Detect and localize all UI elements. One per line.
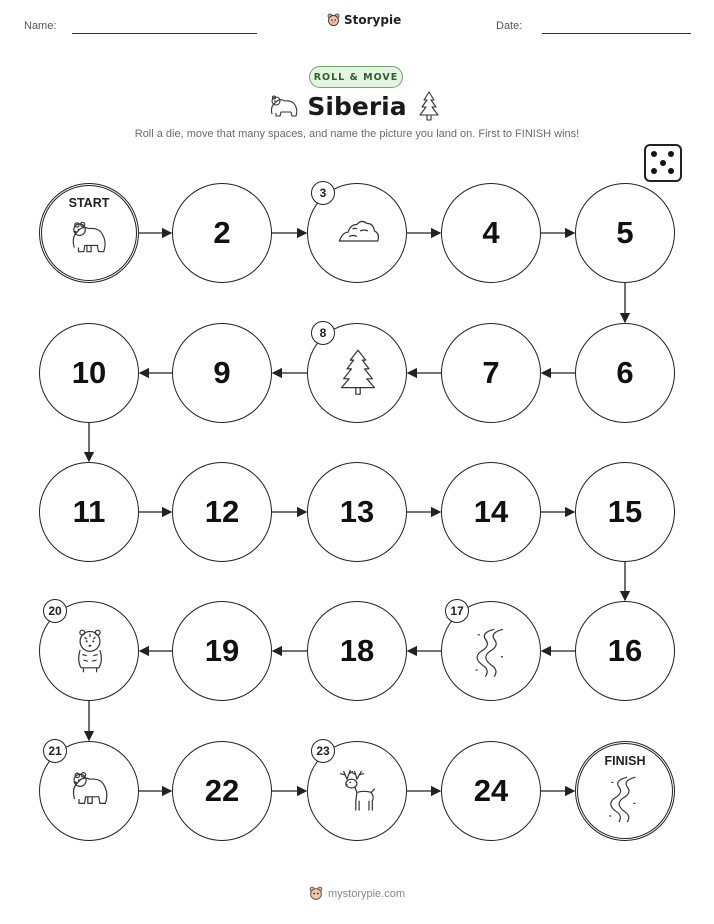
footer [0,886,714,901]
board-space-20[interactable] [39,601,139,701]
name-label: Name: [24,20,57,32]
space-number-badge: 8 [311,321,335,345]
tiger-icon [68,626,112,677]
space-number: 19 [204,633,240,668]
board-space-24[interactable] [441,741,541,841]
roll-and-move-badge: ROLL & MOVE [309,66,403,88]
board-space-15[interactable] [575,462,675,562]
space-number: 2 [213,215,231,250]
snow-pile-icon [336,208,380,259]
space-number-badge: 20 [43,599,67,623]
board-space-2[interactable] [172,183,272,283]
space-number: 5 [616,215,634,250]
board-space-4[interactable] [441,183,541,283]
date-label: Date: [496,20,523,32]
board-space-8[interactable] [307,323,407,423]
river-icon [470,626,514,677]
board-space-19[interactable] [172,601,272,701]
start-space[interactable] [39,183,139,283]
bear-icon [68,216,110,264]
instructions: Roll a die, move that many spaces, and name the picture you land on. First to FINISH wins! [134,128,580,140]
board-space-10[interactable] [39,323,139,423]
space-number: 6 [616,355,634,390]
board-space-9[interactable] [172,323,272,423]
river-icon [604,774,646,822]
space-number: 16 [607,633,643,668]
board-space-18[interactable] [307,601,407,701]
space-number: 12 [204,494,240,529]
space-number: 11 [72,494,106,529]
bear-icon [68,766,112,817]
space-number: 10 [71,355,107,390]
space-number: 18 [339,633,375,668]
board-space-6[interactable] [575,323,675,423]
board-space-23[interactable] [307,741,407,841]
board-space-22[interactable] [172,741,272,841]
space-number: 14 [473,494,509,529]
reindeer-icon [336,766,380,817]
brand-name: Storypie [344,13,402,27]
board-space-21[interactable] [39,741,139,841]
storypie-mascot-icon [309,886,323,901]
space-number-badge: 17 [445,599,469,623]
board-space-5[interactable] [575,183,675,283]
space-number: 22 [204,773,240,808]
board-space-7[interactable] [441,323,541,423]
board-space-17[interactable] [441,601,541,701]
footer-url[interactable]: mystorypie.com [327,887,406,900]
space-number: 24 [473,773,509,808]
space-number: 9 [213,355,231,390]
finish-space[interactable] [575,741,675,841]
space-number: 4 [482,215,500,250]
board-space-3[interactable] [307,183,407,283]
board-space-11[interactable] [39,462,139,562]
finish-label: FINISH [604,754,646,768]
space-number: 15 [607,494,643,529]
space-number-badge: 23 [311,739,335,763]
board-space-13[interactable] [307,462,407,562]
space-number: 7 [482,355,500,390]
board-space-12[interactable] [172,462,272,562]
space-number-badge: 3 [311,181,335,205]
page-title: Siberia [307,92,407,121]
start-label: START [68,196,110,210]
board-space-14[interactable] [441,462,541,562]
space-number-badge: 21 [43,739,67,763]
board-space-16[interactable] [575,601,675,701]
space-number: 13 [339,494,375,529]
pine-tree-icon [336,348,380,399]
